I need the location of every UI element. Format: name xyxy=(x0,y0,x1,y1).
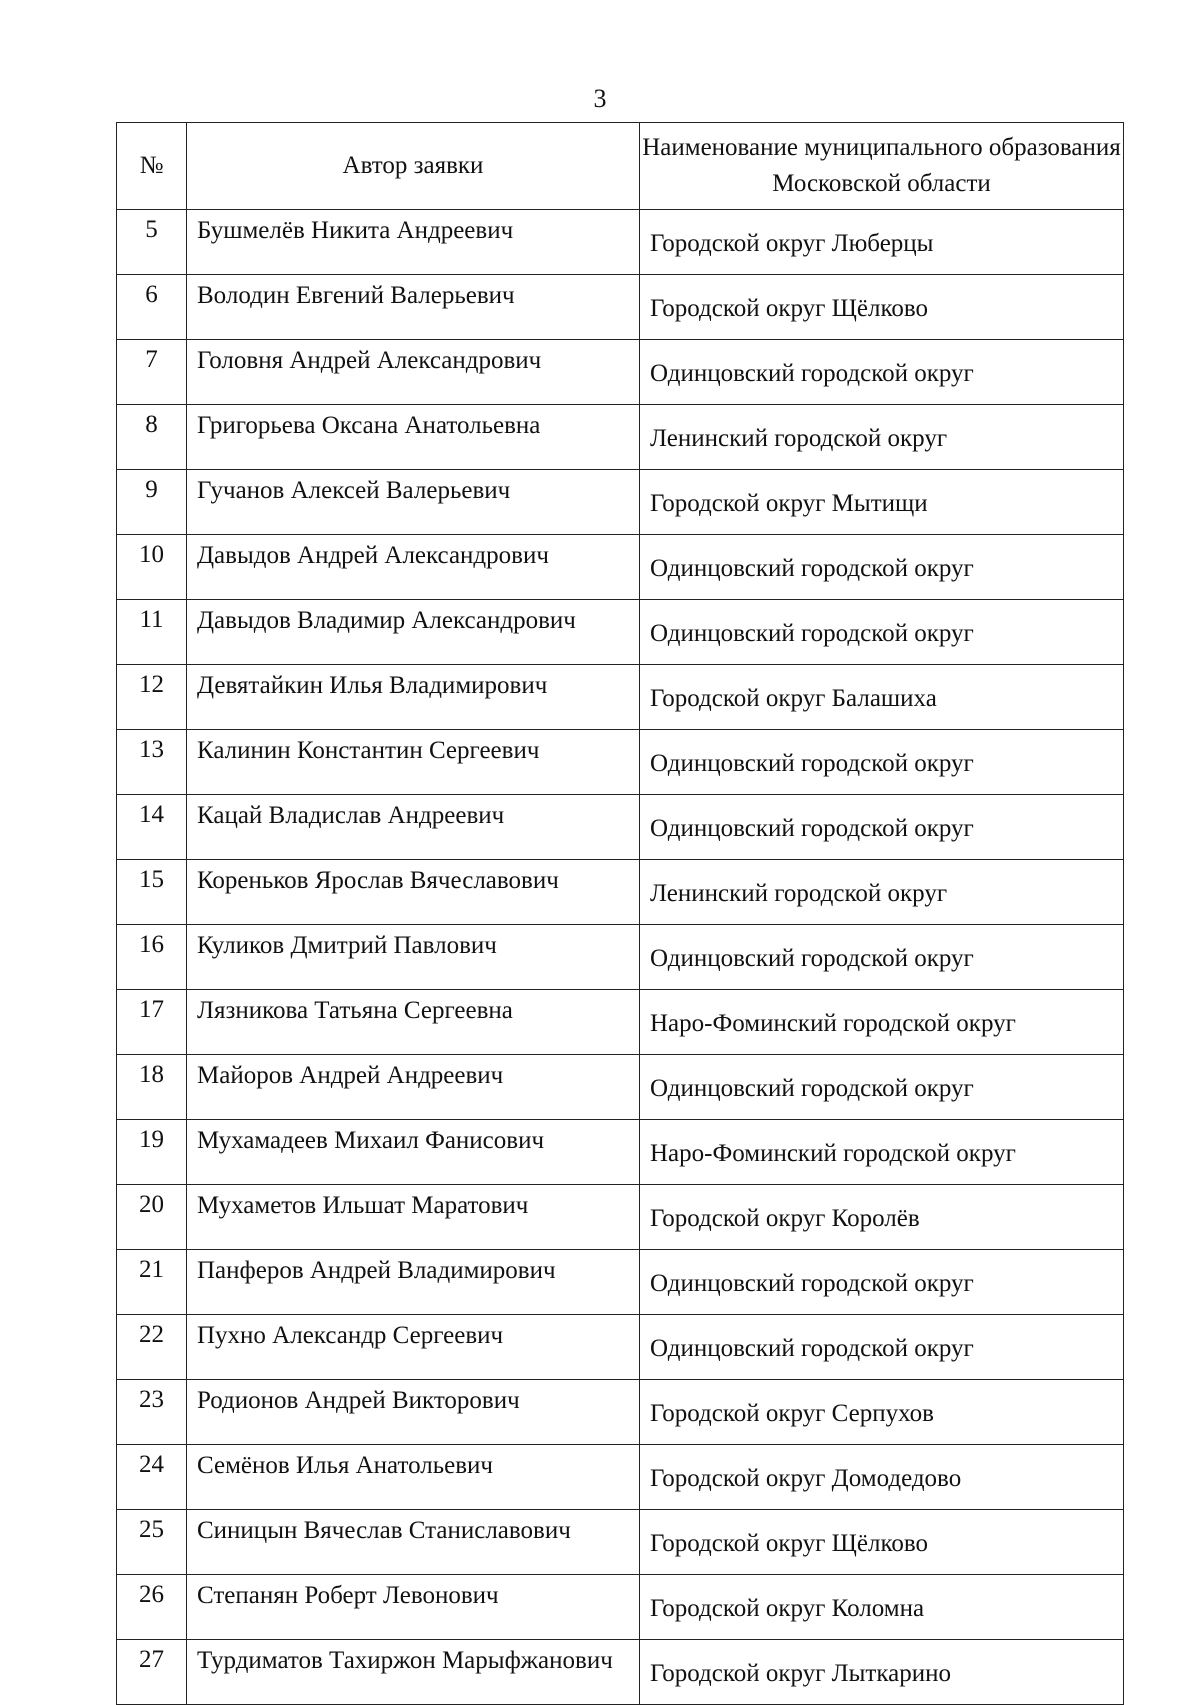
row-number: 21 xyxy=(117,1250,187,1315)
row-number: 11 xyxy=(117,600,187,665)
table-row xyxy=(117,1380,1124,1445)
table-row xyxy=(117,795,1124,860)
table-row xyxy=(117,1315,1124,1380)
page-number: 3 xyxy=(593,84,607,113)
municipality-name: Городской округ Серпухов xyxy=(640,1380,1124,1445)
author-name: Турдиматов Тахиржон Марыфжанович xyxy=(187,1640,640,1705)
row-number: 15 xyxy=(117,860,187,925)
table-row xyxy=(117,860,1124,925)
municipality-name: Городской округ Коломна xyxy=(640,1575,1124,1640)
table-row xyxy=(117,925,1124,990)
municipality-name: Городской округ Домодедово xyxy=(640,1445,1124,1510)
row-number: 26 xyxy=(117,1575,187,1640)
author-name: Григорьева Оксана Анатольевна xyxy=(187,405,640,470)
municipality-name: Городской округ Мытищи xyxy=(640,470,1124,535)
municipality-name: Одинцовский городской округ xyxy=(640,795,1124,860)
author-name: Куликов Дмитрий Павлович xyxy=(187,925,640,990)
author-name: Гучанов Алексей Валерьевич xyxy=(187,470,640,535)
row-number: 5 xyxy=(117,210,187,275)
row-number: 8 xyxy=(117,405,187,470)
table-row xyxy=(117,405,1124,470)
row-number: 6 xyxy=(117,275,187,340)
row-number: 16 xyxy=(117,925,187,990)
author-name: Давыдов Андрей Александрович xyxy=(187,535,640,600)
header-row xyxy=(117,123,1124,210)
municipality-name: Одинцовский городской округ xyxy=(640,925,1124,990)
municipality-name: Одинцовский городской округ xyxy=(640,730,1124,795)
row-number: 7 xyxy=(117,340,187,405)
author-name: Кацай Владислав Андреевич xyxy=(187,795,640,860)
header-num: № xyxy=(117,123,187,210)
municipality-name: Городской округ Балашиха xyxy=(640,665,1124,730)
municipality-name: Городской округ Щёлково xyxy=(640,275,1124,340)
row-number: 24 xyxy=(117,1445,187,1510)
row-number: 19 xyxy=(117,1120,187,1185)
header-author: Автор заявки xyxy=(187,123,640,210)
author-name: Панферов Андрей Владимирович xyxy=(187,1250,640,1315)
author-name: Володин Евгений Валерьевич xyxy=(187,275,640,340)
municipality-name: Городской округ Лыткарино xyxy=(640,1640,1124,1705)
municipality-name: Ленинский городской округ xyxy=(640,405,1124,470)
author-name: Степанян Роберт Левонович xyxy=(187,1575,640,1640)
municipality-name: Одинцовский городской округ xyxy=(640,340,1124,405)
table-row xyxy=(117,1640,1124,1705)
table-row xyxy=(117,1510,1124,1575)
author-name: Калинин Константин Сергеевич xyxy=(187,730,640,795)
table-row xyxy=(117,1185,1124,1250)
municipality-name: Городской округ Люберцы xyxy=(640,210,1124,275)
table-row xyxy=(117,340,1124,405)
author-name: Кореньков Ярослав Вячеславович xyxy=(187,860,640,925)
header-municipality: Наименование муниципального образования Московской области xyxy=(640,123,1124,210)
author-name: Мухамадеев Михаил Фанисович xyxy=(187,1120,640,1185)
row-number: 13 xyxy=(117,730,187,795)
author-name: Бушмелёв Никита Андреевич xyxy=(187,210,640,275)
municipality-name: Городской округ Королёв xyxy=(640,1185,1124,1250)
row-number: 18 xyxy=(117,1055,187,1120)
table-row xyxy=(117,1250,1124,1315)
table-row xyxy=(117,1120,1124,1185)
author-name: Лязникова Татьяна Сергеевна xyxy=(187,990,640,1055)
row-number: 12 xyxy=(117,665,187,730)
row-number: 17 xyxy=(117,990,187,1055)
row-number: 10 xyxy=(117,535,187,600)
applicants-table xyxy=(116,122,1124,1705)
row-number: 23 xyxy=(117,1380,187,1445)
author-name: Семёнов Илья Анатольевич xyxy=(187,1445,640,1510)
table-row xyxy=(117,210,1124,275)
author-name: Пухно Александр Сергеевич xyxy=(187,1315,640,1380)
municipality-name: Наро-Фоминский городской округ xyxy=(640,990,1124,1055)
author-name: Майоров Андрей Андреевич xyxy=(187,1055,640,1120)
table-row xyxy=(117,1055,1124,1120)
author-name: Головня Андрей Александрович xyxy=(187,340,640,405)
row-number: 22 xyxy=(117,1315,187,1380)
table-row xyxy=(117,990,1124,1055)
table-row xyxy=(117,1445,1124,1510)
author-name: Мухаметов Ильшат Маратович xyxy=(187,1185,640,1250)
table-row xyxy=(117,470,1124,535)
table-row xyxy=(117,535,1124,600)
municipality-name: Наро-Фоминский городской округ xyxy=(640,1120,1124,1185)
row-number: 27 xyxy=(117,1640,187,1705)
table-header xyxy=(117,123,1124,210)
table-row xyxy=(117,665,1124,730)
table-row xyxy=(117,275,1124,340)
municipality-name: Ленинский городской округ xyxy=(640,860,1124,925)
row-number: 9 xyxy=(117,470,187,535)
table-row xyxy=(117,730,1124,795)
municipality-name: Одинцовский городской округ xyxy=(640,1055,1124,1120)
municipality-name: Городской округ Щёлково xyxy=(640,1510,1124,1575)
table-row xyxy=(117,600,1124,665)
municipality-name: Одинцовский городской округ xyxy=(640,600,1124,665)
municipality-name: Одинцовский городской округ xyxy=(640,1315,1124,1380)
municipality-name: Одинцовский городской округ xyxy=(640,1250,1124,1315)
author-name: Давыдов Владимир Александрович xyxy=(187,600,640,665)
table-body xyxy=(117,210,1124,1705)
row-number: 25 xyxy=(117,1510,187,1575)
author-name: Родионов Андрей Викторович xyxy=(187,1380,640,1445)
row-number: 20 xyxy=(117,1185,187,1250)
table-row xyxy=(117,1575,1124,1640)
municipality-name: Одинцовский городской округ xyxy=(640,535,1124,600)
author-name: Синицын Вячеслав Станиславович xyxy=(187,1510,640,1575)
row-number: 14 xyxy=(117,795,187,860)
author-name: Девятайкин Илья Владимирович xyxy=(187,665,640,730)
